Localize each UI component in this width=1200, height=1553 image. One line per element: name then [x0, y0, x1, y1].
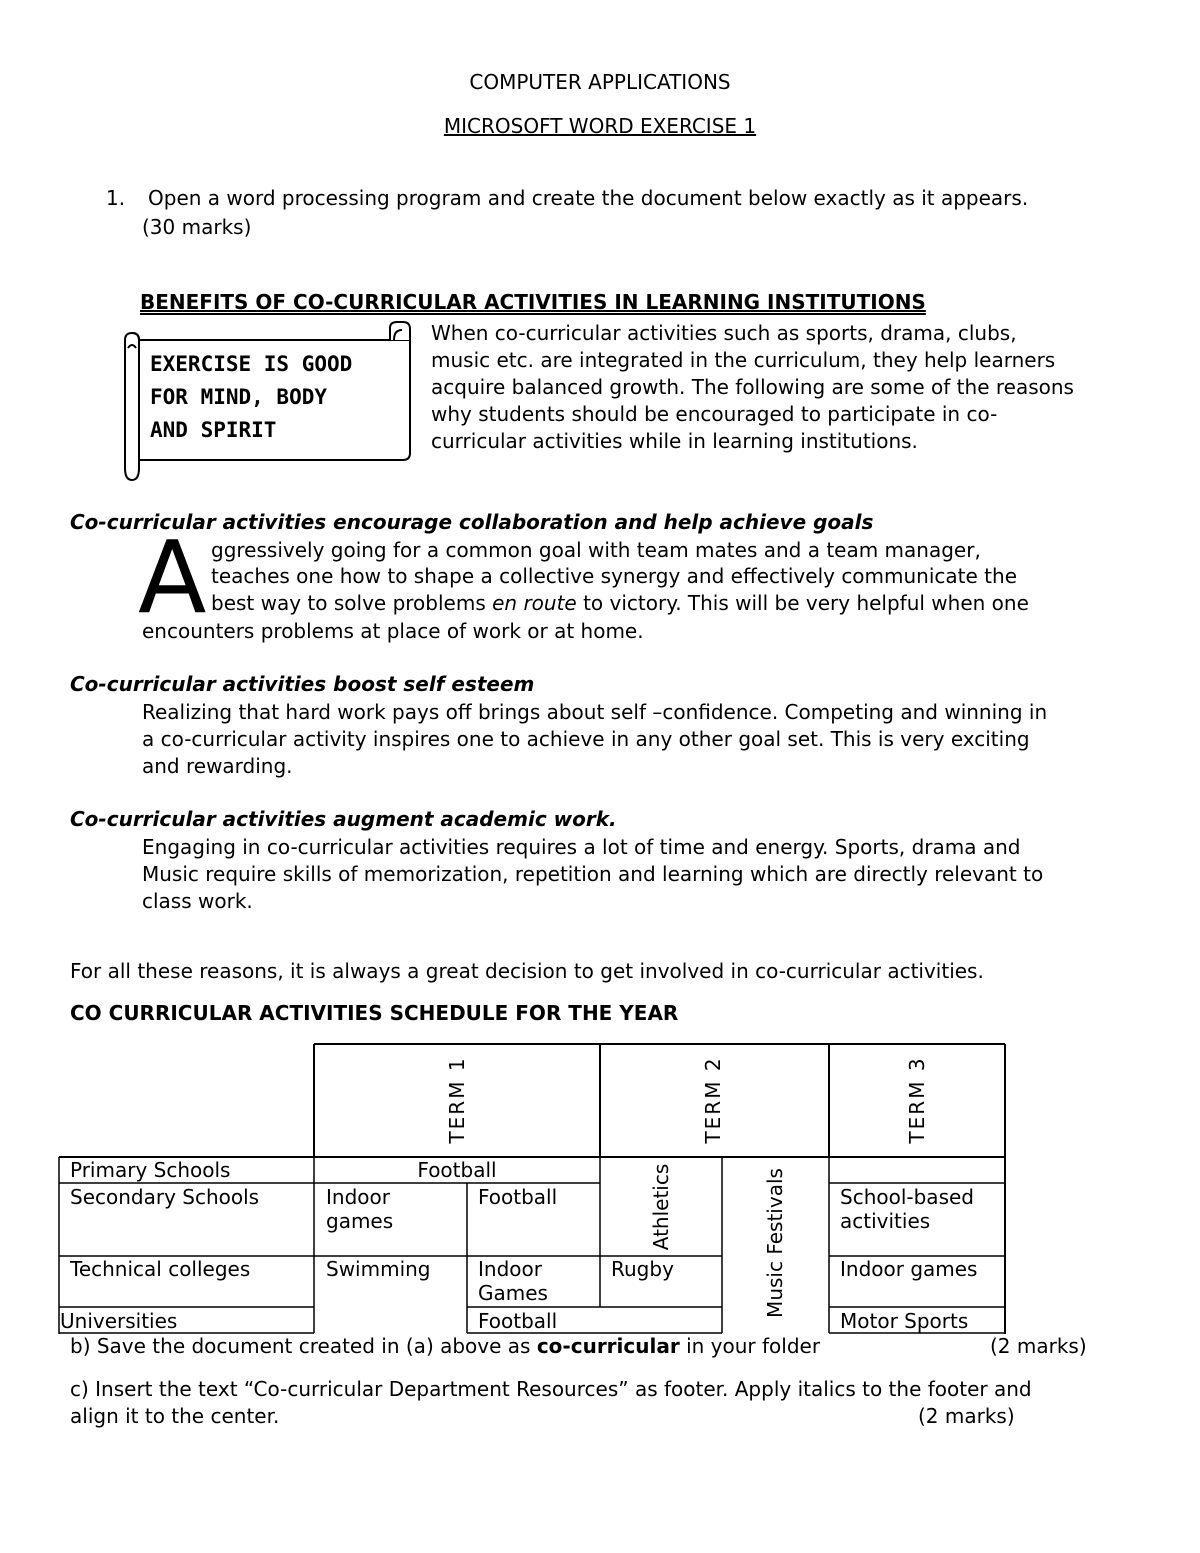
cell-technical-term3: Indoor games [840, 1257, 978, 1281]
section1-heading: Co-curricular activities encourage collaboration and help achieve goals [70, 510, 874, 534]
cell-technical-a: Swimming [326, 1257, 431, 1281]
term2-header: TERM 2 [701, 1056, 725, 1144]
cell-music-festivals: Music Festivals [763, 1168, 787, 1318]
question-c-marks: (2 marks) [918, 1404, 1015, 1428]
cell-secondary-b: Football [478, 1185, 558, 1209]
section2-line-2: a co-curricular activity inspires one to achieve in any other goal set. This is very exciting [142, 727, 1030, 751]
row-primary: Primary Schools [70, 1158, 231, 1182]
section3-line-3: class work. [142, 889, 253, 913]
question-c-line-2: align it to the center. [70, 1404, 280, 1428]
row-technical: Technical colleges [70, 1257, 251, 1281]
question-b: b) Save the document created in (a) above as co-curricular in your folder [70, 1334, 821, 1358]
term3-header: TERM 3 [905, 1056, 929, 1144]
cell-secondary-term3: School-based activities [840, 1185, 974, 1233]
scroll-line-3: AND SPIRIT [150, 418, 277, 442]
section2-heading: Co-curricular activities boost self esteem [70, 672, 535, 696]
intro-line-5: curricular activities while in learning institutions. [431, 429, 918, 453]
question-number: 1. [106, 186, 126, 210]
question-b-marks: (2 marks) [990, 1334, 1087, 1358]
row-secondary: Secondary Schools [70, 1185, 260, 1209]
dropcap-letter: A [138, 519, 207, 636]
question-text: Open a word processing program and create the document below exactly as it appears. [148, 186, 1029, 210]
cell-secondary-a: Indoor games [326, 1185, 394, 1233]
intro-line-2: music etc. are integrated in the curriculum, they help learners [431, 348, 1056, 372]
cell-technical-b: Indoor Games [478, 1257, 548, 1305]
section1-line-3: best way to solve problems en route to victory. This will be very helpful when one [211, 591, 1029, 615]
intro-line-3: acquire balanced growth. The following are some of the reasons [431, 375, 1074, 399]
intro-line-4: why students should be encouraged to participate in co- [431, 402, 998, 426]
question-c-line-1: c) Insert the text “Co-curricular Department Resources” as footer. Apply italics to the footer and [70, 1377, 1032, 1401]
section3-heading: Co-curricular activities augment academic work. [70, 807, 617, 831]
schedule-title: CO CURRICULAR ACTIVITIES SCHEDULE FOR THE YEAR [70, 1001, 679, 1025]
section2-line-3: and rewarding. [142, 754, 293, 778]
section3-line-2: Music require skills of memorization, repetition and learning which are directly relevant to [142, 862, 1044, 886]
document-title: BENEFITS OF CO-CURRICULAR ACTIVITIES IN LEARNING INSTITUTIONS [140, 290, 926, 314]
course-title: COMPUTER APPLICATIONS [469, 70, 731, 94]
cell-primary-term1: Football [417, 1158, 497, 1182]
section1-line-4: encounters problems at place of work or at home. [142, 619, 644, 643]
row-universities: Universities [60, 1309, 178, 1333]
cell-athletics: Athletics [649, 1163, 673, 1251]
cell-technical-term2: Rugby [611, 1257, 674, 1281]
scroll-line-2: FOR MIND, BODY [150, 385, 328, 409]
term1-header: TERM 1 [445, 1056, 469, 1144]
question-marks: (30 marks) [142, 215, 252, 239]
section2-line-1: Realizing that hard work pays off brings about self –confidence. Competing and winning in [142, 700, 1048, 724]
scroll-line-1: EXERCISE IS GOOD [150, 352, 353, 376]
section3-line-1: Engaging in co-curricular activities requires a lot of time and energy. Sports, drama and [142, 835, 1021, 859]
intro-line-1: When co-curricular activities such as sports, drama, clubs, [431, 321, 1017, 345]
section1-line-1: ggressively going for a common goal with team mates and a team manager, [211, 538, 981, 562]
conclusion: For all these reasons, it is always a great decision to get involved in co-curricular activities. [70, 959, 984, 983]
cell-universities-b: Football [478, 1309, 558, 1333]
section1-line-2: teaches one how to shape a collective synergy and effectively communicate the [211, 564, 1017, 588]
exercise-title: MICROSOFT WORD EXERCISE 1 [443, 114, 757, 138]
cell-universities-term3: Motor Sports [840, 1309, 969, 1333]
